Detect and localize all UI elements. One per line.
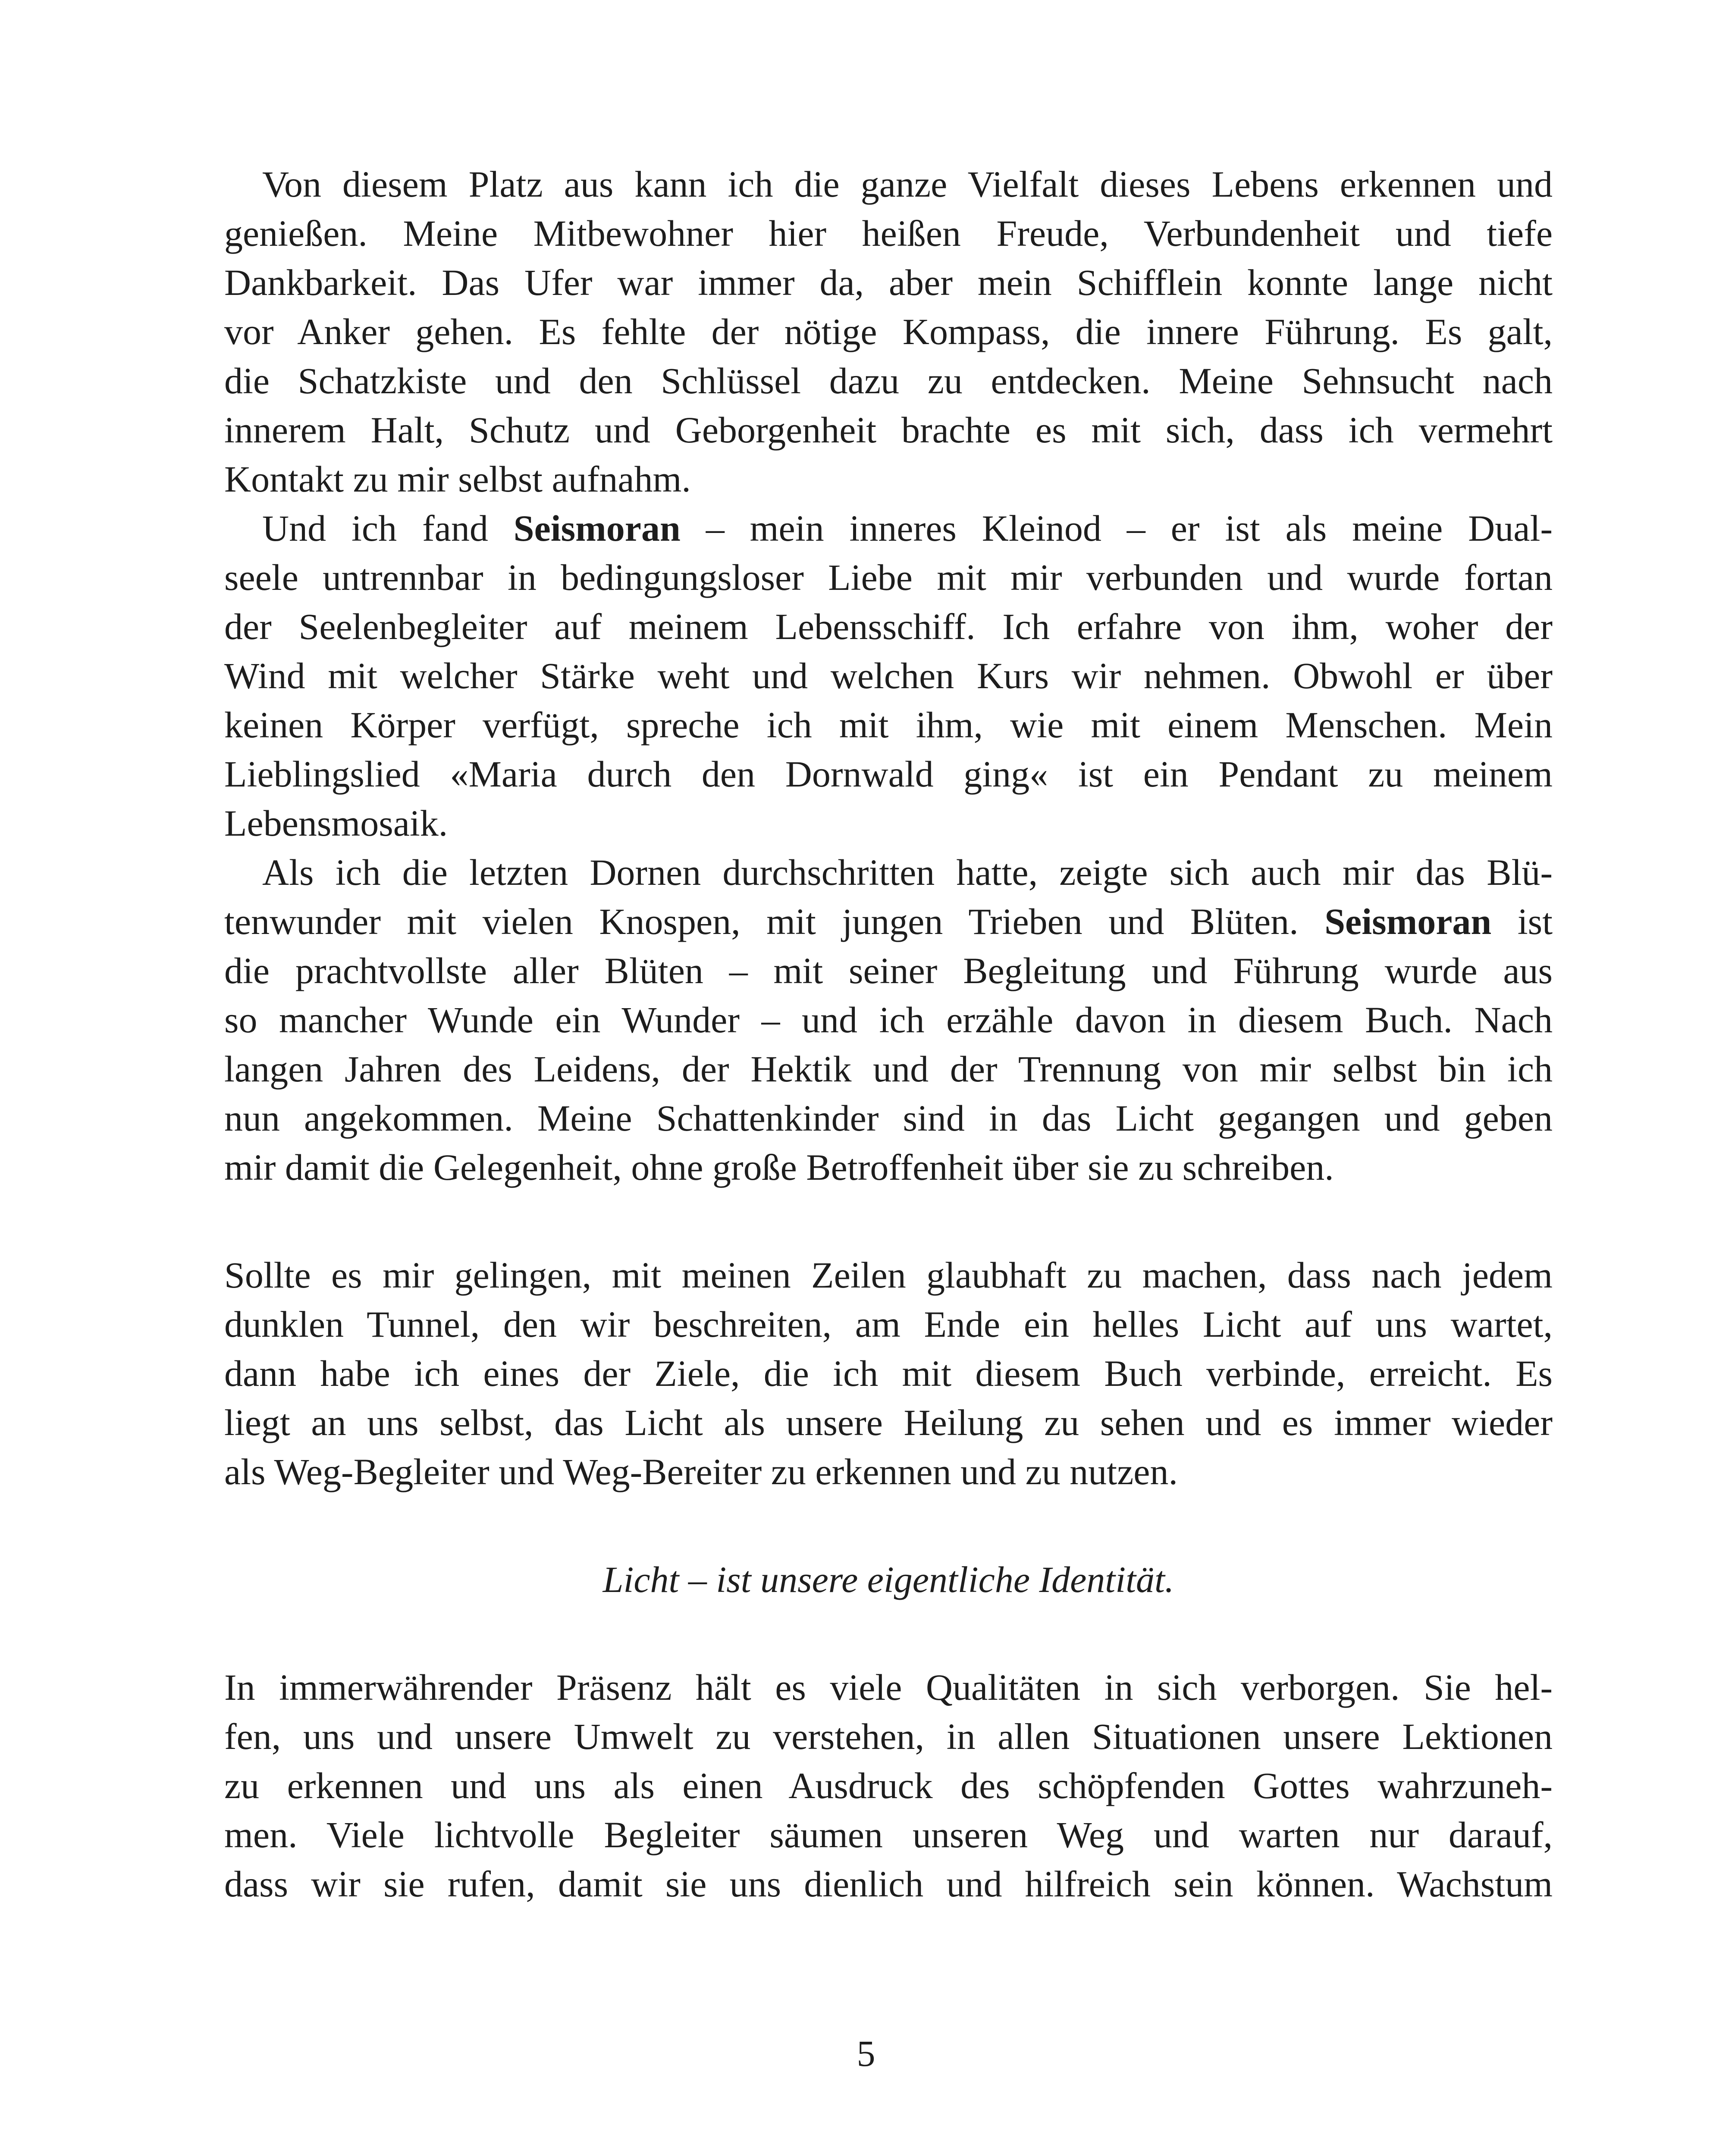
- text-line: langen Jahren des Leidens, der Hektik und der Trennung von mir selbst bin ich: [224, 1048, 1553, 1090]
- text-line: Lebensmosaik.: [224, 802, 448, 844]
- centered-quote: Licht – ist unsere eigentliche Identität.: [602, 1559, 1174, 1600]
- text-line: liegt an uns selbst, das Licht als unsere Heilung zu sehen und es immer wieder: [224, 1402, 1553, 1443]
- text-line: nun angekommen. Meine Schattenkinder sind in das Licht gegangen und geben: [224, 1097, 1553, 1139]
- book-page-text: [224, 160, 1553, 1908]
- text-line: seele untrennbar in bedingungsloser Liebe mit mir verbunden und wurde fortan: [224, 557, 1553, 598]
- text-line: Lieblingslied «Maria durch den Dornwald ging« ist ein Pendant zu meinem: [224, 753, 1553, 795]
- paragraph-2: [224, 504, 1553, 848]
- text-line-with-name: [224, 897, 1553, 946]
- text-line: Von diesem Platz aus kann ich die ganze Vielfalt dieses Lebens erkennen und: [262, 163, 1553, 205]
- line-text-before: tenwunder mit vielen Knospen, mit jungen Trieben und Blüten.: [224, 901, 1325, 942]
- text-line: men. Viele lichtvolle Begleiter säumen unseren Weg und warten nur darauf,: [224, 1814, 1553, 1855]
- text-line-with-name: [224, 504, 1553, 553]
- paragraph-1: [224, 160, 1553, 504]
- text-line: fen, uns und unsere Umwelt zu verstehen, in allen Situationen unsere Lektionen: [224, 1716, 1553, 1757]
- text-line: mir damit die Gelegenheit, ohne große Betroffenheit über sie zu schreiben.: [224, 1147, 1334, 1188]
- page-number: 5: [857, 2033, 875, 2074]
- paragraph-spacer: [224, 1604, 1553, 1663]
- text-line: Sollte es mir gelingen, mit meinen Zeilen glaubhaft zu machen, dass nach jedem: [224, 1254, 1553, 1296]
- paragraph-4: [224, 1250, 1553, 1496]
- bold-name: Seismoran: [513, 508, 681, 549]
- text-line: keinen Körper verfügt, spreche ich mit ihm, wie mit einem Menschen. Mein: [224, 704, 1553, 746]
- text-line: dass wir sie rufen, damit sie uns dienlich und hilfreich sein können. Wachstum: [224, 1863, 1553, 1905]
- paragraph-5: [224, 1663, 1553, 1908]
- text-line: die prachtvollste aller Blüten – mit seiner Begleitung und Führung wurde aus: [224, 950, 1553, 991]
- bold-name: Seismoran: [1324, 901, 1492, 942]
- text-line: Dankbarkeit. Das Ufer war immer da, aber mein Schifflein konnte lange nicht: [224, 262, 1553, 303]
- text-line: als Weg-Begleiter und Weg-Bereiter zu erkennen und zu nutzen.: [224, 1451, 1178, 1492]
- paragraph-3: [224, 848, 1553, 1192]
- text-line: dunklen Tunnel, den wir beschreiten, am Ende ein helles Licht auf uns wartet,: [224, 1304, 1553, 1345]
- line-text-before: Und ich fand: [262, 508, 514, 549]
- text-line: innerem Halt, Schutz und Geborgenheit brachte es mit sich, dass ich vermehrt: [224, 409, 1553, 451]
- text-line: Wind mit welcher Stärke weht und welchen Kurs wir nehmen. Obwohl er über: [224, 655, 1553, 696]
- text-line: der Seelenbegleiter auf meinem Lebensschiff. Ich erfahre von ihm, woher der: [224, 606, 1553, 647]
- line-text-after: ist: [1491, 901, 1553, 942]
- text-line: dann habe ich eines der Ziele, die ich mit diesem Buch verbinde, erreicht. Es: [224, 1353, 1553, 1394]
- line-text-after: – mein inneres Kleinod – er ist als meine Dual-: [680, 508, 1553, 549]
- text-line: In immerwährender Präsenz hält es viele Qualitäten in sich verborgen. Sie hel-: [224, 1667, 1553, 1708]
- text-line: vor Anker gehen. Es fehlte der nötige Kompass, die innere Führung. Es galt,: [224, 311, 1553, 352]
- text-line: Kontakt zu mir selbst aufnahm.: [224, 458, 691, 500]
- text-line: die Schatzkiste und den Schlüssel dazu zu entdecken. Meine Sehnsucht nach: [224, 360, 1553, 401]
- text-line: genießen. Meine Mitbewohner hier heißen Freude, Verbundenheit und tiefe: [224, 213, 1553, 254]
- paragraph-spacer: [224, 1496, 1553, 1555]
- text-line: Als ich die letzten Dornen durchschritten hatte, zeigte sich auch mir das Blü-: [262, 852, 1553, 893]
- text-line: zu erkennen und uns als einen Ausdruck des schöpfenden Gottes wahrzuneh-: [224, 1765, 1553, 1806]
- paragraph-spacer: [224, 1192, 1553, 1250]
- text-line: so mancher Wunde ein Wunder – und ich erzähle davon in diesem Buch. Nach: [224, 999, 1553, 1040]
